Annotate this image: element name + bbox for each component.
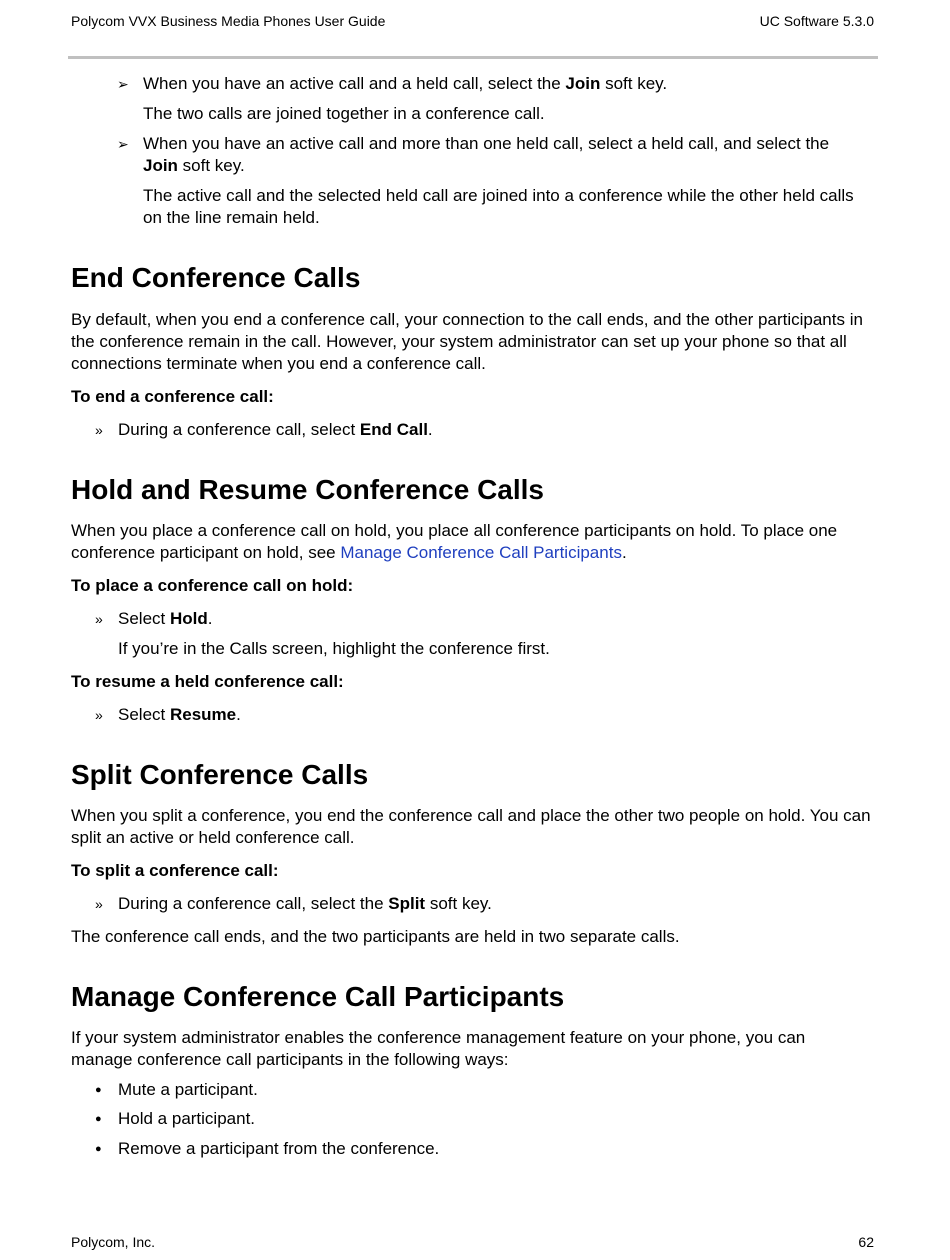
intro-bullet-2: When you have an active call and more than one held call, select a held call, and select the Join soft key. <box>143 134 830 175</box>
split-step: During a conference call, select the Split soft key. <box>118 894 492 913</box>
split-paragraph: When you split a conference, you end the conference call and place the other two people on hold. You can split an active or held conference call. <box>71 806 871 847</box>
bullet-icon: ● <box>95 1113 102 1125</box>
heading-end-conference: End Conference Calls <box>71 262 361 293</box>
arrow-bullet-icon: ➢ <box>117 76 129 92</box>
split-procedure-label: To split a conference call: <box>71 861 279 880</box>
intro-note-2: The active call and the selected held call are joined into a conference while the other held calls on the line remain held. <box>143 186 854 227</box>
hold-step-note: If you’re in the Calls screen, highlight the conference first. <box>118 639 550 658</box>
hold-paragraph: When you place a conference call on hold, you place all conference participants on hold. To place one conference participant on hold, see Manage Conference Call Participants. <box>71 521 838 562</box>
hold-procedure-label: To place a conference call on hold: <box>71 576 354 595</box>
heading-split-conference: Split Conference Calls <box>71 759 369 790</box>
step-marker-icon: » <box>95 611 103 627</box>
header-title: Polycom VVX Business Media Phones User Guide <box>71 13 386 29</box>
bullet-icon: ● <box>95 1143 102 1155</box>
hold-step: Select Hold. <box>118 609 213 628</box>
manage-item: Remove a participant from the conference. <box>118 1139 440 1158</box>
arrow-bullet-icon: ➢ <box>117 136 129 152</box>
end-step: During a conference call, select End Call. <box>118 420 433 439</box>
bullet-icon: ● <box>95 1084 102 1096</box>
footer-company: Polycom, Inc. <box>71 1234 156 1250</box>
heading-hold-resume: Hold and Resume Conference Calls <box>71 474 545 505</box>
step-marker-icon: » <box>95 422 103 438</box>
step-marker-icon: » <box>95 707 103 723</box>
manage-paragraph: If your system administrator enables the conference management feature on your phone, you can manage conference call participants in the following ways: <box>71 1028 806 1069</box>
intro-bullet-1: When you have an active call and a held call, select the Join soft key. <box>143 74 668 93</box>
manage-item: Mute a participant. <box>118 1080 258 1099</box>
end-procedure-label: To end a conference call: <box>71 387 274 406</box>
resume-procedure-label: To resume a held conference call: <box>71 672 344 691</box>
manage-item: Hold a participant. <box>118 1109 256 1128</box>
resume-step: Select Resume. <box>118 705 241 724</box>
header-divider <box>68 56 878 59</box>
split-result: The conference call ends, and the two participants are held in two separate calls. <box>71 927 680 946</box>
step-marker-icon: » <box>95 896 103 912</box>
heading-manage-participants: Manage Conference Call Participants <box>71 981 565 1012</box>
header-version: UC Software 5.3.0 <box>759 13 874 29</box>
intro-note-1: The two calls are joined together in a conference call. <box>143 104 545 123</box>
manage-participants-link[interactable]: Manage Conference Call Participants <box>340 543 622 562</box>
end-paragraph: By default, when you end a conference call, your connection to the call ends, and the other participants in the conference remain in the call. However, your system administrator can set up your phone so that all connections terminate when you end a conference call. <box>71 310 863 373</box>
footer-page-number: 62 <box>858 1234 874 1250</box>
